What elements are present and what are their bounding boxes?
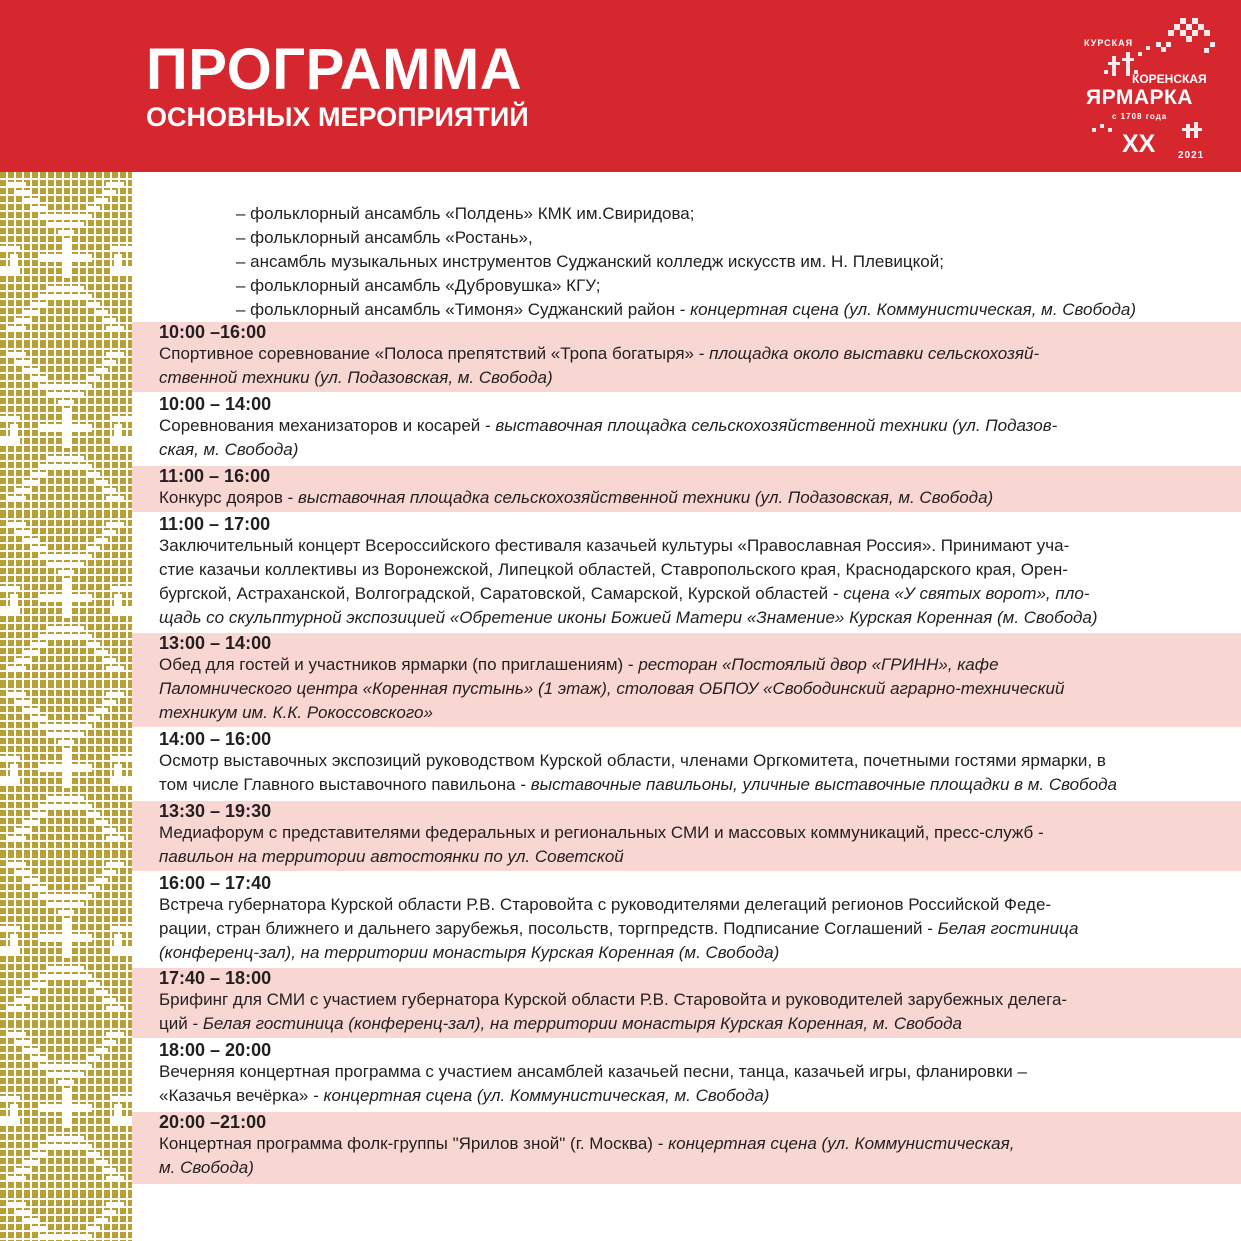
logo-text-yarmarka: ЯРМАРКА	[1086, 86, 1193, 109]
event-location: выставочные павильоны, уличные выставочные площадки в м. Свобода	[530, 775, 1117, 794]
event-description: «Казачья вечёрка» -	[159, 1086, 324, 1105]
event-time: 17:40 – 18:00	[159, 968, 272, 988]
event-location: концертная сцена (ул. Коммунистическая,	[668, 1134, 1015, 1153]
event-description-line	[159, 558, 1241, 582]
event-time: 10:00 –16:00	[159, 322, 267, 342]
event-location: площадка около выставки сельскохозяй-	[709, 344, 1040, 363]
list-item-location: концертная сцена (ул. Коммунистическая, м. Свобода)	[690, 300, 1137, 319]
event-description-line	[159, 438, 1241, 462]
event-location: (конференц-зал), на территории монастыря Курская Коренная (м. Свобода)	[159, 943, 780, 962]
logo-text-number: XX	[1122, 130, 1156, 158]
event-description: Осмотр выставочных экспозиций руководством Курской области, членами Оргкомитета, почетными гостями ярмарки, в	[159, 751, 1106, 770]
event-location: м. Свобода)	[159, 1158, 254, 1177]
schedule-event	[132, 873, 1241, 966]
event-description-line	[159, 1132, 1241, 1156]
list-item: – ансамбль музыкальных инструментов Суджанский колледж искусств им. Н. Плевицкой;	[236, 252, 944, 271]
event-description: ций -	[159, 1014, 203, 1033]
schedule-event	[132, 1112, 1241, 1184]
event-location: Белая гостиница	[937, 919, 1079, 938]
event-description-line	[159, 749, 1241, 773]
event-description: Спортивное соревнование «Полоса препятствий «Тропа богатыря» -	[159, 344, 710, 363]
schedule-event	[132, 801, 1241, 871]
page-subtitle: ОСНОВНЫХ МЕРОПРИЯТИЙ	[146, 102, 529, 132]
event-time: 13:30 – 19:30	[159, 801, 272, 821]
event-description: рации, стран ближнего и дальнего зарубежья, посольств, торгпредств. Подписание Соглашений -	[159, 919, 938, 938]
event-location: техникум им. К.К. Рокоссовского»	[159, 703, 433, 722]
event-description-line	[159, 1156, 1241, 1180]
logo-text-kurskaya: КУРСКАЯ	[1084, 38, 1134, 48]
event-description-line	[159, 988, 1241, 1012]
event-location: концертная сцена (ул. Коммунистическая, м. Свобода)	[323, 1086, 770, 1105]
event-description: Медиафорум с представителями федеральных и региональных СМИ и массовых коммуникаций, пресс-служб -	[159, 823, 1044, 842]
event-description-line	[159, 653, 1241, 677]
event-time: 10:00 – 14:00	[159, 394, 272, 414]
list-item: – фольклорный ансамбль «Полдень» КМК им.Свиридова;	[236, 204, 695, 223]
event-location: выставочная площадка сельскохозяйственной техники (ул. Подазов-	[495, 416, 1058, 435]
schedule-event	[132, 466, 1241, 512]
list-item-text: – фольклорный ансамбль «Тимоня» Суджанский район -	[236, 300, 691, 319]
list-item	[236, 298, 1136, 322]
event-description-line	[159, 366, 1241, 390]
list-item: – фольклорный ансамбль «Дубровушка» КГУ;	[236, 276, 601, 295]
event-description-line	[159, 941, 1241, 965]
schedule-event	[132, 729, 1241, 799]
event-description: бургской, Астраханской, Волгоградской, Саратовской, Самарской, Курской областей -	[159, 584, 844, 603]
event-description: Заключительный концерт Всероссийского фестиваля казачьей культуры «Православная Россия». Принимают уча-	[159, 536, 1070, 555]
event-time: 11:00 – 17:00	[159, 514, 271, 534]
event-location: ресторан «Постоялый двор «ГРИНН», кафе	[638, 655, 999, 674]
intro-list	[236, 202, 1136, 322]
event-description-line	[159, 1084, 1241, 1108]
event-location: Белая гостиница (конференц-зал), на территории монастыря Курская Коренная, м. Свобода	[202, 1014, 962, 1033]
schedule-event	[132, 394, 1241, 464]
event-description-line	[159, 1060, 1241, 1084]
schedule-content	[132, 172, 1241, 1241]
schedule-event	[132, 633, 1241, 727]
event-location: ственной техники (ул. Подазовская, м. Свобода)	[159, 368, 553, 387]
event-description: Конкурс дояров -	[159, 488, 298, 507]
event-description-line	[159, 342, 1241, 366]
event-description-line	[159, 821, 1241, 845]
fair-logo	[1082, 12, 1222, 160]
header-banner	[0, 0, 1241, 172]
event-description-line	[159, 701, 1241, 725]
event-location: павильон на территории автостоянки по ул. Советской	[159, 847, 624, 866]
event-location: Паломнического центра «Коренная пустынь» (1 этаж), столовая ОБПОУ «Свободинский аграрно-технический	[159, 679, 1065, 698]
event-location: сцена «У святых ворот», пло-	[843, 584, 1090, 603]
event-description: том числе Главного выставочного павильона -	[159, 775, 531, 794]
event-description-line	[159, 677, 1241, 701]
event-description-line	[159, 486, 1241, 510]
event-description-line	[159, 845, 1241, 869]
event-description: Обед для гостей и участников ярмарки (по приглашениям) -	[159, 655, 639, 674]
event-description-line	[159, 606, 1241, 630]
list-item: – фольклорный ансамбль «Ростань»,	[236, 228, 533, 247]
event-time: 18:00 – 20:00	[159, 1040, 272, 1060]
event-description-line	[159, 1012, 1241, 1036]
event-description: Концертная программа фолк-группы "Ярилов зной" (г. Москва) -	[159, 1134, 669, 1153]
logo-text-korenskaya: КОРЕНСКАЯ	[1132, 72, 1207, 86]
folk-pattern-icon	[0, 172, 132, 1241]
event-description-line	[159, 773, 1241, 797]
event-description: Встреча губернатора Курской области Р.В. Старовойта с руководителями делегаций регионов Российской Феде-	[159, 895, 1052, 914]
event-time: 20:00 –21:00	[159, 1112, 267, 1132]
event-time: 11:00 – 16:00	[159, 466, 271, 486]
event-time: 16:00 – 17:40	[159, 873, 272, 893]
event-time: 14:00 – 16:00	[159, 729, 272, 749]
event-location: выставочная площадка сельскохозяйственной техники (ул. Подазовская, м. Свобода)	[298, 488, 994, 507]
event-description: Брифинг для СМИ с участием губернатора Курской области Р.В. Старовойта и руководителей зарубежных делега-	[159, 990, 1068, 1009]
logo-text-since: с 1708 года	[1112, 112, 1168, 121]
event-description: Соревнования механизаторов и косарей -	[159, 416, 496, 435]
side-ornament	[0, 172, 132, 1241]
schedule-event	[132, 322, 1241, 392]
event-description-line	[159, 893, 1241, 917]
event-description-line	[159, 582, 1241, 606]
event-description: Вечерняя концертная программа с участием ансамблей казачьей песни, танца, казачьей игры, фланировки –	[159, 1062, 1027, 1081]
schedule-event	[132, 514, 1241, 631]
event-description: стие казачьи коллективы из Воронежской, Липецкой областей, Ставропольского края, Краснодарского края, Орен-	[159, 560, 1068, 579]
event-time: 13:00 – 14:00	[159, 633, 272, 653]
page-title: ПРОГРАММА	[146, 37, 523, 102]
logo-text-year: 2021	[1178, 150, 1205, 161]
event-location: ская, м. Свобода)	[159, 440, 299, 459]
event-description-line	[159, 414, 1241, 438]
schedule-event	[132, 1040, 1241, 1110]
event-location: щадь со скульптурной экспозицией «Обретение иконы Божией Матери «Знамение» Курская Коренная (м. Свобода)	[159, 608, 1098, 627]
event-description-line	[159, 917, 1241, 941]
event-description-line	[159, 534, 1241, 558]
schedule-event	[132, 968, 1241, 1038]
